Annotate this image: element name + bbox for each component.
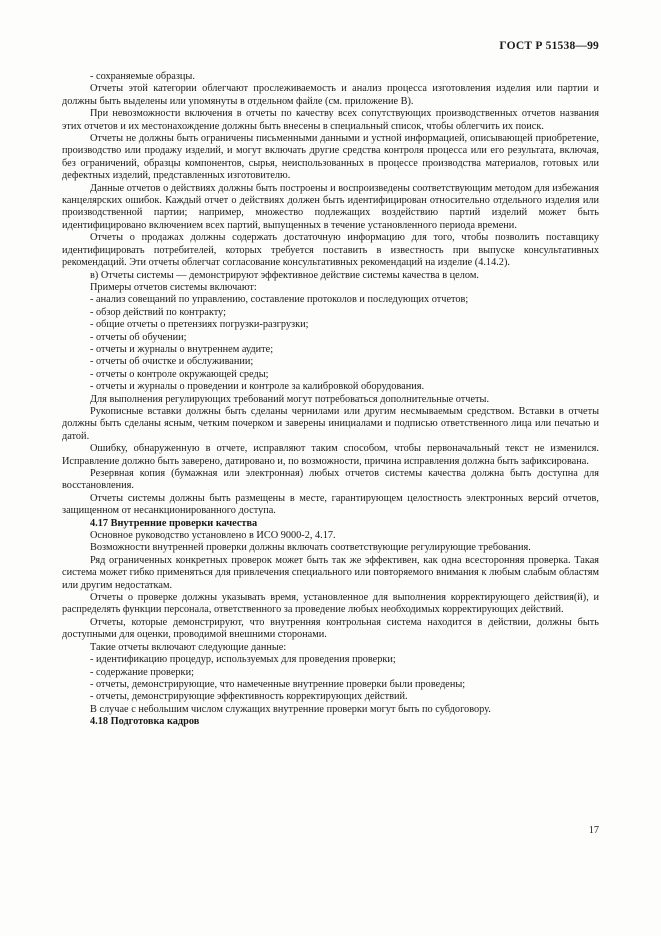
list-item: - отчеты и журналы о проведении и контроле за калибровкой оборудования. — [90, 381, 425, 393]
paragraph: При невозможности включения в отчеты по качеству всех сопутствующих производственных отчетов названия этих отчетов и их местонахождение должны быть внесены в специальный список, чтобы облегчить их поиск. — [62, 108, 599, 132]
document-body — [62, 71, 599, 729]
paragraph: Отчеты о проверке должны указывать время, установленное для выполнения корректирующего действия(й), и распределять функции персонала, ответственного за проведение любых необходимых корректирующих действий. — [62, 592, 599, 616]
list-item: - общие отчеты о претензиях погрузки-разгрузки; — [90, 319, 309, 331]
list-item: - сохраняемые образцы. — [90, 71, 195, 82]
paragraph: Рукописные вставки должны быть сделаны чернилами или другим несмываемым средством. Вставки в отчеты должны быть сделаны ясным, четким почерком и заверены инициалами и подписью ответственного лица или печатью и датой. — [62, 405, 599, 442]
section-heading: 4.17 Внутренние проверки качества — [90, 517, 258, 529]
section-heading: 4.18 Подготовка кадров — [90, 716, 200, 728]
paragraph: Ряд ограниченных конкретных проверок может быть так же эффективен, как одна всесторонняя проверка. Такая система может гибко применяться для привлечения специального или повторяемого внимания к любым слабым областям или другим недостаткам. — [62, 554, 599, 591]
list-item: - обзор действий по контракту; — [90, 306, 226, 318]
paragraph: в) Отчеты системы — демонстрируют эффективное действие системы качества в целом. — [90, 269, 479, 281]
paragraph: Возможности внутренней проверки должны включать соответствующие регулирующие требования. — [90, 542, 531, 554]
list-item: - отчеты, демонстрирующие, что намеченные внутренние проверки были проведены; — [90, 678, 466, 690]
paragraph: Такие отчеты включают следующие данные: — [90, 641, 287, 653]
list-item: - содержание проверки; — [90, 666, 194, 678]
document-header: ГОСТ Р 51538—99 — [499, 40, 599, 52]
paragraph: Примеры отчетов системы включают: — [90, 281, 257, 293]
paragraph: Отчеты этой категории облегчают прослеживаемость и анализ процесса изготовления изделия или партии и должны быть выделены или упомянуты в отдельном файле (см. приложение В). — [62, 83, 599, 107]
list-item: - отчеты об очистке и обслуживании; — [90, 356, 254, 368]
paragraph: Отчеты, которые демонстрируют, что внутренняя контрольная система находится в действии, должны быть доступными для оценки, проводимой внешними сторонами. — [62, 616, 599, 641]
paragraph: Ошибку, обнаруженную в отчете, исправляют таким способом, чтобы первоначальный текст не изменился. Исправление должно быть заверено, датировано и, по возможности, причина исправления должна быть зафиксирована. — [62, 443, 599, 467]
paragraph: Основное руководство установлено в ИСО 9000-2, 4.17. — [90, 530, 336, 542]
paragraph: Отчеты не должны быть ограничены письменными данными и устной информацией, описывающей приобретение, производство или продажу изделий, и могут включать другие средства контроля процесса или его результата, включая, без ограничений, образцы компонентов, сырья, неиспользованных в процессе производства материалов, готовых или дефектных изделий, представленных изготовителю. — [62, 133, 599, 182]
paragraph: Отчеты о продажах должны содержать достаточную информацию для того, чтобы позволить поставщику идентифицировать потребителей, которых требуется поставить в известность при выпуске консультативных рекомендаций. Эти отчеты облегчат согласование консультативных рекомендаций на изделие (4.14.2). — [62, 232, 599, 269]
page-number: 17 — [588, 825, 599, 836]
list-item: - отчеты об обучении; — [90, 331, 187, 343]
paragraph: Данные отчетов о действиях должны быть построены и воспроизведены соответствующим методом для избежания канцелярских ошибок. Каждый отчет о действиях должен быть идентифицирован относительно отдельного изделия или производственной партии; например, множество подлежащих воздействию партий изделий может быть идентифицировано включением всех партий, выпущенных в течение установленного периода времени. — [62, 182, 599, 231]
paragraph: Отчеты системы должны быть размещены в месте, гарантирующем целостность электронных версий отчетов, защищенном от несанкционированного доступа. — [62, 492, 599, 517]
list-item: - отчеты и журналы о внутреннем аудите; — [90, 343, 274, 355]
paragraph: Резервная копия (бумажная или электронная) любых отчетов системы качества должна быть доступна для восстановления. — [62, 468, 599, 492]
paragraph: В случае с небольшим числом служащих внутренние проверки могут быть по субдоговору. — [90, 703, 491, 715]
list-item: - отчеты, демонстрирующие эффективность корректирующих действий. — [90, 691, 408, 703]
list-item: - идентификацию процедур, используемых для проведения проверки; — [90, 654, 396, 666]
paragraph: Для выполнения регулирующих требований могут потребоваться дополнительные отчеты. — [90, 393, 490, 405]
list-item: - анализ совещаний по управлению, составление протоколов и последующих отчетов; — [90, 294, 469, 306]
list-item: - отчеты о контроле окружающей среды; — [90, 368, 269, 380]
